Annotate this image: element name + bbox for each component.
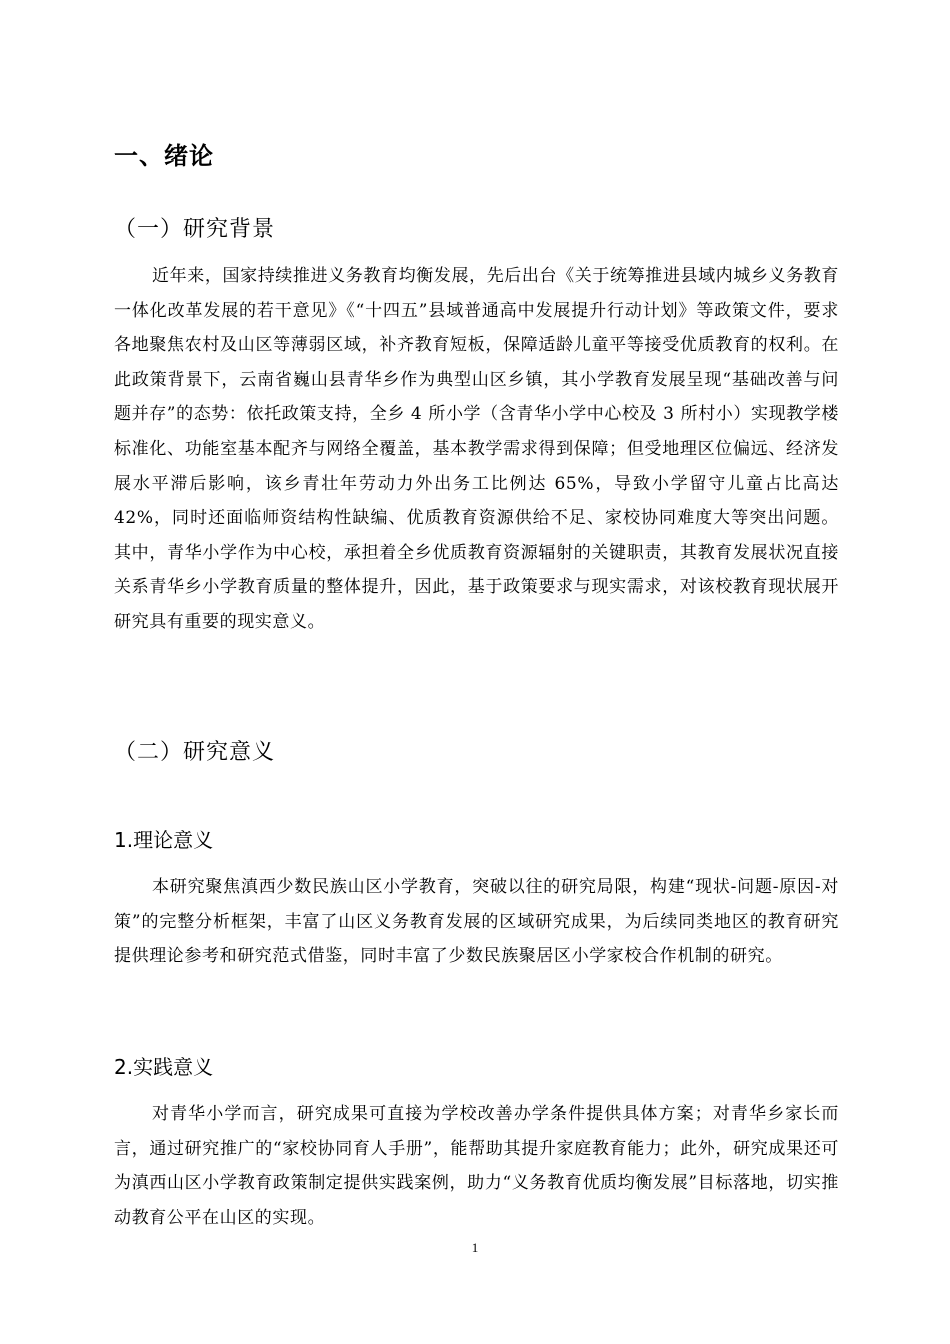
paragraph-theory: 本研究聚焦滇西少数民族山区小学教育，突破以往的研究局限，构建“现状-问题-原因-对策”的完整分析框架，丰富了山区义务教育发展的区域研究成果，为后续同类地区的教育研究提供理论参考和研究范式借鉴，同时丰富了少数民族聚居区小学家校合作机制的研究。	[114, 877, 839, 967]
subsection-heading-practice: 2.实践意义	[114, 1055, 214, 1079]
paragraph-background: 近年来，国家持续推进义务教育均衡发展，先后出台《关于统筹推进县域内城乡义务教育一体化改革发展的若干意见》《“十四五”县域普通高中发展提升行动计划》等政策文件，要求各地聚焦农村及山区等薄弱区域，补齐教育短板，保障适龄儿童平等接受优质教育的权利。在此政策背景下，云南省巍山县青华乡作为典型山区乡镇，其小学教育发展呈现“基础改善与问题并存”的态势：依托政策支持，全乡 4 所小学（含青华小学中心校及 3 所村小）实现教学楼标准化、功能室基本配齐与网络全覆盖，基本教学需求得到保障；但受地理区位偏远、经济发展水平滞后影响，该乡青壮年劳动力外出务工比例达 65%，导致小学留守儿童占比高达 42%，同时还面临师资结构性缺编、优质教育资源供给不足、家校协同难度大等突出问题。其中，青华小学作为中心校，承担着全乡优质教育资源辐射的关键职责，其教育发展状况直接关系青华乡小学教育质量的整体提升，因此，基于政策要求与现实需求，对该校教育现状展开研究具有重要的现实意义。	[114, 266, 839, 632]
section-heading-significance: （二）研究意义	[114, 740, 276, 765]
chapter-title: 一、绪论	[114, 142, 214, 170]
subsection-heading-theory: 1.理论意义	[114, 828, 214, 852]
page-number: 1	[471, 1240, 479, 1255]
paragraph-practice: 对青华小学而言，研究成果可直接为学校改善办学条件提供具体方案；对青华乡家长而言，通过研究推广的“家校协同育人手册”，能帮助其提升家庭教育能力；此外，研究成果还可为滇西山区小学教育政策制定提供实践案例，助力“义务教育优质均衡发展”目标落地，切实推动教育公平在山区的实现。	[114, 1104, 839, 1228]
section-heading-background: （一）研究背景	[114, 217, 276, 242]
